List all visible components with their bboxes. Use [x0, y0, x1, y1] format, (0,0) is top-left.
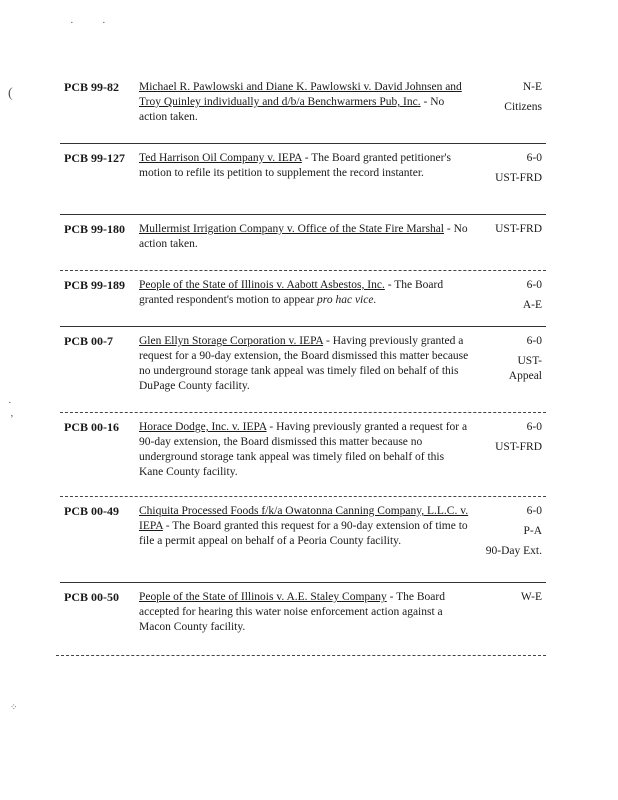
case-number: PCB 00-7: [64, 334, 113, 348]
case-entry: [60, 143, 546, 211]
case-number: PCB 99-127: [64, 151, 125, 165]
case-action-text: Having previously granted a request for a 90-day extension, the Board dismissed this matter because no underground storage tank appeal was timely filed on behalf of this DuPage County facility.: [139, 335, 469, 392]
case-category-secondary: 90-Day Ext.: [485, 545, 542, 557]
case-number: PCB 99-82: [64, 80, 119, 94]
case-description: Ted Harrison Oil Company v. IEPA - The Board granted petitioner's motion to refile its petition to supplement the record instanter.: [139, 152, 451, 179]
case-number: PCB 00-16: [64, 420, 119, 434]
scan-mark: ·: [102, 17, 106, 29]
case-description: Glen Ellyn Storage Corporation v. IEPA - Having previously granted a request for a 90-day extension, the Board dismissed this matter because no underground storage tank appeal was timely filed on behalf of this DuPage County facility.: [139, 335, 469, 392]
case-action-text: Having previously granted a request for a 90-day extension, the Board dismissed this matter because no underground storage tank appeal was timely filed on behalf of this Kane County facility.: [139, 421, 468, 478]
case-category: Citizens: [504, 101, 542, 113]
vote-result: N-E: [522, 81, 542, 93]
case-title-link[interactable]: Mullermist Irrigation Company v. Office of the State Fire Marshal: [139, 223, 445, 235]
case-title-link[interactable]: Ted Harrison Oil Company v. IEPA: [139, 152, 302, 164]
scan-mark: ·: [8, 397, 12, 409]
vote-result: 6-0: [526, 505, 542, 517]
case-action-text: The Board accepted for hearing this water noise enforcement action against a Macon County facility.: [139, 591, 445, 633]
case-title-link[interactable]: Chiquita Processed Foods f/k/a Owatonna Canning Company, L.L.C. v. IEPA: [139, 505, 469, 532]
case-action-text: The Board granted petitioner's motion to refile its petition to supplement the record instanter.: [139, 152, 451, 179]
case-title-link[interactable]: Horace Dodge, Inc. v. IEPA: [139, 421, 267, 433]
section-divider: [60, 412, 546, 413]
case-description: Mullermist Irrigation Company v. Office of the State Fire Marshal - No action taken.: [139, 223, 468, 250]
bottom-divider: [56, 655, 546, 656]
vote-result: 6-0: [526, 279, 542, 291]
case-category: UST-FRD: [495, 441, 542, 453]
case-title-link[interactable]: People of the State of Illinois v. A.E. Staley Company: [139, 591, 387, 603]
scan-mark: (: [8, 86, 13, 101]
vote-result: W-E: [520, 591, 542, 603]
case-action-text: The Board granted this request for a 90-day extension of time to file a permit appeal on behalf of a Peoria County facility.: [139, 520, 468, 547]
section-divider: [60, 143, 546, 144]
section-divider: [60, 326, 546, 327]
vote-column: [462, 222, 542, 237]
case-description: Horace Dodge, Inc. v. IEPA - Having previously granted a request for a 90-day extension, the Board dismissed this matter because no underground storage tank appeal was timely filed on behalf of this Kane County facility.: [139, 421, 468, 478]
vote-column: [486, 334, 542, 384]
case-entry: [60, 270, 546, 322]
latin-phrase: pro hac vice.: [317, 294, 377, 306]
vote-result: 6-0: [526, 421, 542, 433]
scan-mark: ⁘: [10, 702, 19, 712]
case-number: PCB 00-50: [64, 590, 119, 604]
vote-column: [462, 80, 542, 115]
vote-result: 6-0: [526, 152, 542, 164]
vote-column: [462, 151, 542, 186]
case-category: UST-FRD: [495, 223, 542, 235]
case-action-text: No action taken.: [139, 223, 468, 250]
vote-result: 6-0: [526, 335, 542, 347]
case-number: PCB 99-189: [64, 278, 125, 292]
case-description: People of the State of Illinois v. Aabott Asbestos, Inc. - The Board granted respondent's motion to appear pro hac vice.: [139, 279, 444, 306]
case-number: PCB 99-180: [64, 222, 125, 236]
section-divider: [60, 270, 546, 271]
case-description: Chiquita Processed Foods f/k/a Owatonna Canning Company, L.L.C. v. IEPA - The Board granted this request for a 90-day extension of time to file a permit appeal on behalf of a Peoria County facility.: [139, 505, 469, 547]
scan-mark: ·: [70, 17, 74, 29]
case-entry: [60, 412, 546, 498]
case-entry: [60, 582, 546, 654]
vote-column: [462, 278, 542, 313]
section-divider: [60, 496, 546, 497]
case-category: UST-FRD: [495, 172, 542, 184]
case-category: UST-Appeal: [508, 355, 542, 382]
scan-mark: ‚: [10, 407, 14, 419]
case-category: P-A: [523, 525, 542, 537]
vote-column: [462, 504, 542, 559]
vote-column: [462, 590, 542, 605]
case-title-link[interactable]: Michael R. Pawlowski and Diane K. Pawlowski v. David Johnsen and Troy Quinley individually and d/b/a Benchwarmers Pub, Inc.: [139, 81, 462, 108]
case-title-link[interactable]: People of the State of Illinois v. Aabott Asbestos, Inc.: [139, 279, 385, 291]
case-description: Michael R. Pawlowski and Diane K. Pawlowski v. David Johnsen and Troy Quinley individually and d/b/a Benchwarmers Pub, Inc. - No action taken.: [139, 81, 462, 123]
section-divider: [60, 582, 546, 583]
case-number: PCB 00-49: [64, 504, 119, 518]
case-entry: [60, 214, 546, 268]
section-divider: [60, 214, 546, 215]
vote-column: [462, 420, 542, 455]
case-action-text: The Board granted respondent's motion to appear: [139, 279, 444, 306]
case-entry: [60, 326, 546, 412]
case-description: People of the State of Illinois v. A.E. Staley Company - The Board accepted for hearing this water noise enforcement action against a Macon County facility.: [139, 591, 445, 633]
case-title-link[interactable]: Glen Ellyn Storage Corporation v. IEPA: [139, 335, 324, 347]
case-entry: [60, 80, 546, 140]
case-category: A-E: [522, 299, 542, 311]
case-entry: [60, 496, 546, 582]
case-action-text: No action taken.: [139, 96, 445, 123]
